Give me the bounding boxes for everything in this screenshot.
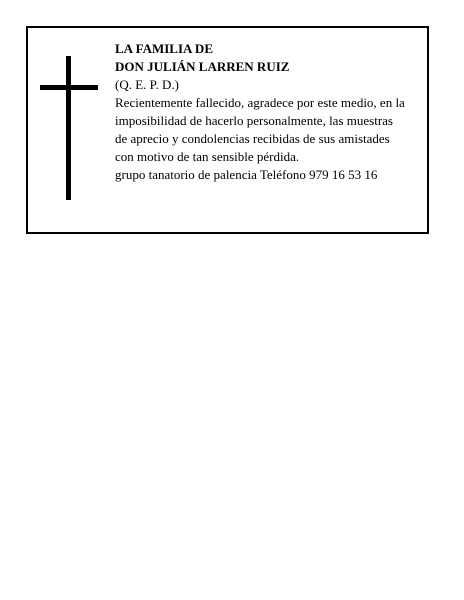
notice-text [115, 40, 425, 184]
message-line: imposibilidad de hacerlo personalmente, las muestras [115, 113, 393, 128]
message-line: de aprecio y condolencias recibidas de sus amistades [115, 131, 390, 146]
message-line: con motivo de tan sensible pérdida. [115, 149, 300, 164]
deceased-name: DON JULIÁN LARREN RUIZ [115, 59, 290, 74]
cross-icon [40, 56, 98, 200]
family-heading: LA FAMILIA DE [115, 41, 213, 56]
cross-horizontal-bar [40, 85, 98, 90]
rip-abbreviation: (Q. E. P. D.) [115, 77, 179, 92]
funeral-home-contact: grupo tanatorio de palencia Teléfono 979 16 53 16 [115, 167, 378, 182]
cross-vertical-bar [66, 56, 71, 200]
obituary-notice [26, 26, 429, 234]
message-line: Recientemente fallecido, agradece por este medio, en la [115, 95, 405, 110]
